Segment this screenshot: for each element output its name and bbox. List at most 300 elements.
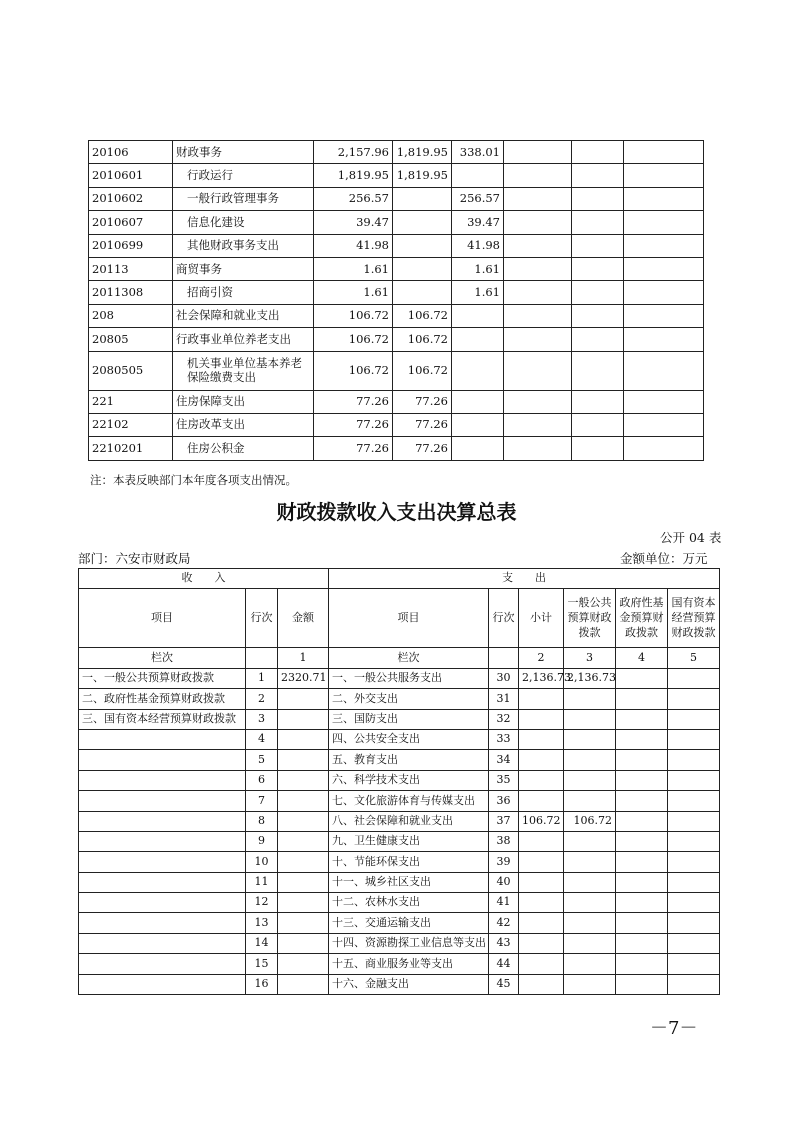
state-capital-cell: [668, 872, 720, 892]
project-cell: [452, 328, 504, 351]
basic-cell: 106.72: [393, 328, 452, 351]
income-item-cell: [79, 852, 246, 872]
table-row: [89, 187, 704, 210]
state-capital-cell: [668, 709, 720, 729]
empty-cell: [572, 281, 624, 304]
total-cell: 77.26: [314, 437, 393, 460]
basic-cell: [393, 187, 452, 210]
income-amount-cell: [278, 791, 329, 811]
income-line-cell: 4: [246, 729, 278, 749]
total-cell: 1.61: [314, 281, 393, 304]
empty-cell: [572, 211, 624, 234]
table-row: [79, 933, 720, 953]
subtotal-cell: [519, 770, 564, 790]
state-capital-cell: [668, 954, 720, 974]
col-subtotal-header: 小计: [519, 589, 564, 648]
empty-cell: [624, 437, 704, 460]
expense-item-cell: 九、卫生健康支出: [329, 831, 489, 851]
expense-line-cell: 31: [489, 689, 519, 709]
general-budget-cell: [564, 709, 616, 729]
expense-item-cell: 七、文化旅游体育与传媒支出: [329, 791, 489, 811]
project-cell: [452, 390, 504, 413]
income-amount-cell: [278, 893, 329, 913]
expense-item-cell: 十四、资源勘探工业信息等支出: [329, 933, 489, 953]
expense-item-cell: 三、国防支出: [329, 709, 489, 729]
expense-line-cell: 45: [489, 974, 519, 994]
project-cell: 39.47: [452, 211, 504, 234]
subtotal-cell: [519, 974, 564, 994]
project-cell: 256.57: [452, 187, 504, 210]
expense-line-cell: 38: [489, 831, 519, 851]
col-item2-header: 项目: [329, 589, 489, 648]
general-budget-cell: [564, 831, 616, 851]
table-row: [79, 913, 720, 933]
page-number: －7－: [650, 1018, 698, 1039]
table-row: [79, 709, 720, 729]
fund-budget-cell: [616, 689, 668, 709]
project-cell: [452, 437, 504, 460]
fund-budget-cell: [616, 729, 668, 749]
empty-cell: [572, 351, 624, 390]
total-cell: 106.72: [314, 304, 393, 327]
name-cell: 商贸事务: [173, 257, 314, 280]
table-row: [79, 852, 720, 872]
fund-budget-cell: [616, 831, 668, 851]
fund-budget-cell: [616, 872, 668, 892]
general-budget-cell: [564, 974, 616, 994]
income-amount-cell: [278, 729, 329, 749]
col-fund-header: 政府性基金预算财政拨款: [616, 589, 668, 648]
column-header-row: [79, 589, 720, 648]
index-row: [79, 648, 720, 668]
table-row: [89, 211, 704, 234]
general-budget-cell: [564, 913, 616, 933]
expense-line-cell: 32: [489, 709, 519, 729]
empty-cell: [572, 437, 624, 460]
name-cell: 行政运行: [173, 164, 314, 187]
empty-cell: [572, 187, 624, 210]
income-item-cell: [79, 954, 246, 974]
col-line2-header: 行次: [489, 589, 519, 648]
code-cell: 2210201: [89, 437, 173, 460]
index-4: 4: [616, 648, 668, 668]
expense-item-cell: 二、外交支出: [329, 689, 489, 709]
income-amount-cell: [278, 852, 329, 872]
index-label-2: 栏次: [329, 648, 489, 668]
fund-budget-cell: [616, 709, 668, 729]
expenditure-detail-table: [88, 140, 704, 461]
income-item-cell: [79, 811, 246, 831]
income-amount-cell: [278, 709, 329, 729]
code-cell: 2010602: [89, 187, 173, 210]
name-cell: 一般行政管理事务: [173, 187, 314, 210]
empty-cell: [504, 437, 572, 460]
income-amount-cell: [278, 811, 329, 831]
basic-cell: 106.72: [393, 304, 452, 327]
income-item-cell: [79, 933, 246, 953]
code-cell: 20805: [89, 328, 173, 351]
empty-cell: [572, 413, 624, 436]
income-line-cell: 16: [246, 974, 278, 994]
income-amount-cell: [278, 913, 329, 933]
empty-cell: [572, 328, 624, 351]
empty-cell: [624, 234, 704, 257]
fund-budget-cell: [616, 791, 668, 811]
name-cell: 住房保障支出: [173, 390, 314, 413]
income-item-cell: 二、政府性基金预算财政拨款: [79, 689, 246, 709]
expense-line-cell: 41: [489, 893, 519, 913]
expense-item-cell: 十三、交通运输支出: [329, 913, 489, 933]
income-amount-cell: [278, 933, 329, 953]
empty-cell: [572, 390, 624, 413]
state-capital-cell: [668, 668, 720, 688]
empty-cell: [504, 351, 572, 390]
table-row: [79, 831, 720, 851]
expense-item-cell: 十一、城乡社区支出: [329, 872, 489, 892]
income-line-cell: 1: [246, 668, 278, 688]
expense-header: 支 出: [329, 569, 720, 589]
fund-budget-cell: [616, 668, 668, 688]
state-capital-cell: [668, 933, 720, 953]
name-cell: 住房公积金: [173, 437, 314, 460]
name-cell: 其他财政事务支出: [173, 234, 314, 257]
general-budget-cell: 106.72: [564, 811, 616, 831]
subtotal-cell: 106.72: [519, 811, 564, 831]
section-header-row: [79, 569, 720, 589]
income-item-cell: [79, 770, 246, 790]
subtotal-cell: [519, 831, 564, 851]
project-cell: 41.98: [452, 234, 504, 257]
index-2: 2: [519, 648, 564, 668]
empty-cell: [504, 281, 572, 304]
total-cell: 41.98: [314, 234, 393, 257]
income-line-cell: 7: [246, 791, 278, 811]
income-item-cell: [79, 893, 246, 913]
table-row: [89, 164, 704, 187]
general-budget-cell: [564, 954, 616, 974]
income-item-cell: [79, 791, 246, 811]
total-cell: 106.72: [314, 351, 393, 390]
empty-cell: [624, 141, 704, 164]
col-general-header: 一般公共预算财政拨款: [564, 589, 616, 648]
empty-cell: [504, 257, 572, 280]
income-header: 收 入: [79, 569, 329, 589]
income-amount-cell: [278, 689, 329, 709]
basic-cell: 77.26: [393, 437, 452, 460]
expense-line-cell: 43: [489, 933, 519, 953]
state-capital-cell: [668, 831, 720, 851]
empty-cell: [624, 304, 704, 327]
expense-line-cell: 34: [489, 750, 519, 770]
empty-cell: [624, 187, 704, 210]
basic-cell: [393, 211, 452, 234]
subtotal-cell: [519, 791, 564, 811]
expense-line-cell: 36: [489, 791, 519, 811]
fund-budget-cell: [616, 770, 668, 790]
income-item-cell: [79, 729, 246, 749]
basic-cell: 1,819.95: [393, 164, 452, 187]
col-line-header: 行次: [246, 589, 278, 648]
name-cell: 机关事业单位基本养老保险缴费支出: [173, 351, 314, 390]
table-row: [79, 811, 720, 831]
income-line-cell: 3: [246, 709, 278, 729]
code-cell: 20113: [89, 257, 173, 280]
expense-line-cell: 30: [489, 668, 519, 688]
income-amount-cell: [278, 974, 329, 994]
income-line-cell: 12: [246, 893, 278, 913]
expense-line-cell: 39: [489, 852, 519, 872]
basic-cell: 77.26: [393, 390, 452, 413]
income-amount-cell: [278, 750, 329, 770]
empty-cell: [624, 164, 704, 187]
general-budget-cell: [564, 852, 616, 872]
income-line-cell: 10: [246, 852, 278, 872]
table-row: [79, 893, 720, 913]
total-cell: 77.26: [314, 413, 393, 436]
fund-budget-cell: [616, 852, 668, 872]
state-capital-cell: [668, 729, 720, 749]
income-line-cell: 2: [246, 689, 278, 709]
subtotal-cell: [519, 913, 564, 933]
state-capital-cell: [668, 974, 720, 994]
project-cell: 1.61: [452, 257, 504, 280]
fiscal-summary-table: [78, 568, 720, 995]
income-line-cell: 11: [246, 872, 278, 892]
income-line-cell: 15: [246, 954, 278, 974]
income-amount-cell: [278, 872, 329, 892]
empty-cell: [504, 141, 572, 164]
state-capital-cell: [668, 913, 720, 933]
col-state-header: 国有资本经营预算财政拨款: [668, 589, 720, 648]
empty-cell: [624, 413, 704, 436]
total-cell: 2,157.96: [314, 141, 393, 164]
empty-cell: [504, 390, 572, 413]
name-cell: 住房改革支出: [173, 413, 314, 436]
total-cell: 39.47: [314, 211, 393, 234]
empty-cell: [572, 257, 624, 280]
income-line-cell: 8: [246, 811, 278, 831]
expense-item-cell: 十二、农林水支出: [329, 893, 489, 913]
state-capital-cell: [668, 689, 720, 709]
income-amount-cell: [278, 954, 329, 974]
income-item-cell: [79, 872, 246, 892]
unit-label: 金额单位：万元: [620, 551, 708, 566]
income-item-cell: 一、一般公共预算财政拨款: [79, 668, 246, 688]
table-row: [89, 234, 704, 257]
col-item-header: 项目: [79, 589, 246, 648]
index-blank-2: [489, 648, 519, 668]
state-capital-cell: [668, 750, 720, 770]
page-title: 财政拨款收入支出决算总表: [276, 500, 517, 524]
code-cell: 2080505: [89, 351, 173, 390]
empty-cell: [624, 257, 704, 280]
project-cell: [452, 304, 504, 327]
code-cell: 20106: [89, 141, 173, 164]
expense-line-cell: 42: [489, 913, 519, 933]
name-cell: 财政事务: [173, 141, 314, 164]
name-cell: 招商引资: [173, 281, 314, 304]
table-row: [89, 351, 704, 390]
subtotal-cell: [519, 954, 564, 974]
fund-budget-cell: [616, 974, 668, 994]
empty-cell: [572, 141, 624, 164]
subtotal-cell: [519, 872, 564, 892]
expense-item-cell: 八、社会保障和就业支出: [329, 811, 489, 831]
expense-item-cell: 十五、商业服务业等支出: [329, 954, 489, 974]
general-budget-cell: [564, 770, 616, 790]
table-number: 公开 04 表: [660, 530, 722, 545]
table-row: [79, 770, 720, 790]
index-3: 3: [564, 648, 616, 668]
table-row: [89, 257, 704, 280]
fund-budget-cell: [616, 893, 668, 913]
subtotal-cell: [519, 709, 564, 729]
general-budget-cell: [564, 729, 616, 749]
general-budget-cell: [564, 791, 616, 811]
table-note: 注：本表反映部门本年度各项支出情况。: [90, 473, 297, 487]
subtotal-cell: [519, 750, 564, 770]
expense-item-cell: 一、一般公共服务支出: [329, 668, 489, 688]
income-line-cell: 9: [246, 831, 278, 851]
table-row: [89, 304, 704, 327]
empty-cell: [624, 281, 704, 304]
basic-cell: 77.26: [393, 413, 452, 436]
project-cell: 1.61: [452, 281, 504, 304]
index-blank: [246, 648, 278, 668]
code-cell: 22102: [89, 413, 173, 436]
state-capital-cell: [668, 811, 720, 831]
total-cell: 256.57: [314, 187, 393, 210]
subtotal-cell: [519, 933, 564, 953]
expense-item-cell: 五、教育支出: [329, 750, 489, 770]
subtotal-cell: [519, 852, 564, 872]
index-label: 栏次: [79, 648, 246, 668]
general-budget-cell: [564, 689, 616, 709]
index-5: 5: [668, 648, 720, 668]
fund-budget-cell: [616, 750, 668, 770]
name-cell: 行政事业单位养老支出: [173, 328, 314, 351]
general-budget-cell: [564, 933, 616, 953]
empty-cell: [504, 211, 572, 234]
index-1: 1: [278, 648, 329, 668]
project-cell: [452, 351, 504, 390]
empty-cell: [504, 413, 572, 436]
total-cell: 1,819.95: [314, 164, 393, 187]
basic-cell: [393, 234, 452, 257]
basic-cell: [393, 257, 452, 280]
table-row: [89, 437, 704, 460]
expense-item-cell: 十六、金融支出: [329, 974, 489, 994]
project-cell: [452, 413, 504, 436]
table-row: [79, 974, 720, 994]
state-capital-cell: [668, 852, 720, 872]
code-cell: 2010601: [89, 164, 173, 187]
state-capital-cell: [668, 791, 720, 811]
code-cell: 2011308: [89, 281, 173, 304]
table-row: [79, 689, 720, 709]
income-amount-cell: [278, 770, 329, 790]
income-item-cell: 三、国有资本经营预算财政拨款: [79, 709, 246, 729]
subtotal-cell: 2,136.73: [519, 668, 564, 688]
income-line-cell: 5: [246, 750, 278, 770]
table-row: [79, 954, 720, 974]
table-row: [79, 668, 720, 688]
expense-item-cell: 十、节能环保支出: [329, 852, 489, 872]
basic-cell: 106.72: [393, 351, 452, 390]
fund-budget-cell: [616, 954, 668, 974]
empty-cell: [504, 304, 572, 327]
code-cell: 2010699: [89, 234, 173, 257]
empty-cell: [572, 164, 624, 187]
income-item-cell: [79, 913, 246, 933]
empty-cell: [504, 234, 572, 257]
expense-line-cell: 33: [489, 729, 519, 749]
income-line-cell: 13: [246, 913, 278, 933]
total-cell: 1.61: [314, 257, 393, 280]
income-item-cell: [79, 974, 246, 994]
name-cell: 信息化建设: [173, 211, 314, 234]
basic-cell: [393, 281, 452, 304]
expense-line-cell: 40: [489, 872, 519, 892]
fund-budget-cell: [616, 811, 668, 831]
code-cell: 2010607: [89, 211, 173, 234]
table-row: [89, 141, 704, 164]
general-budget-cell: [564, 872, 616, 892]
income-amount-cell: [278, 831, 329, 851]
code-cell: 208: [89, 304, 173, 327]
table-row: [79, 750, 720, 770]
total-cell: 77.26: [314, 390, 393, 413]
code-cell: 221: [89, 390, 173, 413]
empty-cell: [624, 351, 704, 390]
empty-cell: [572, 304, 624, 327]
expense-line-cell: 37: [489, 811, 519, 831]
expense-line-cell: 44: [489, 954, 519, 974]
basic-cell: 1,819.95: [393, 141, 452, 164]
subtotal-cell: [519, 893, 564, 913]
table-row: [89, 328, 704, 351]
income-amount-cell: 2320.71: [278, 668, 329, 688]
expense-item-cell: 四、公共安全支出: [329, 729, 489, 749]
empty-cell: [504, 328, 572, 351]
project-cell: [452, 164, 504, 187]
empty-cell: [624, 328, 704, 351]
subtotal-cell: [519, 689, 564, 709]
state-capital-cell: [668, 770, 720, 790]
empty-cell: [624, 390, 704, 413]
table-row: [79, 791, 720, 811]
empty-cell: [624, 211, 704, 234]
table-row: [89, 390, 704, 413]
col-amount-header: 金额: [278, 589, 329, 648]
income-item-cell: [79, 750, 246, 770]
table-row: [89, 281, 704, 304]
income-line-cell: 6: [246, 770, 278, 790]
department-label: 部门：六安市财政局: [78, 551, 191, 566]
state-capital-cell: [668, 893, 720, 913]
expense-line-cell: 35: [489, 770, 519, 790]
total-cell: 106.72: [314, 328, 393, 351]
expense-item-cell: 六、科学技术支出: [329, 770, 489, 790]
project-cell: 338.01: [452, 141, 504, 164]
table-row: [79, 729, 720, 749]
income-line-cell: 14: [246, 933, 278, 953]
name-cell: 社会保障和就业支出: [173, 304, 314, 327]
general-budget-cell: 2,136.73: [564, 668, 616, 688]
fund-budget-cell: [616, 933, 668, 953]
subtotal-cell: [519, 729, 564, 749]
income-item-cell: [79, 831, 246, 851]
